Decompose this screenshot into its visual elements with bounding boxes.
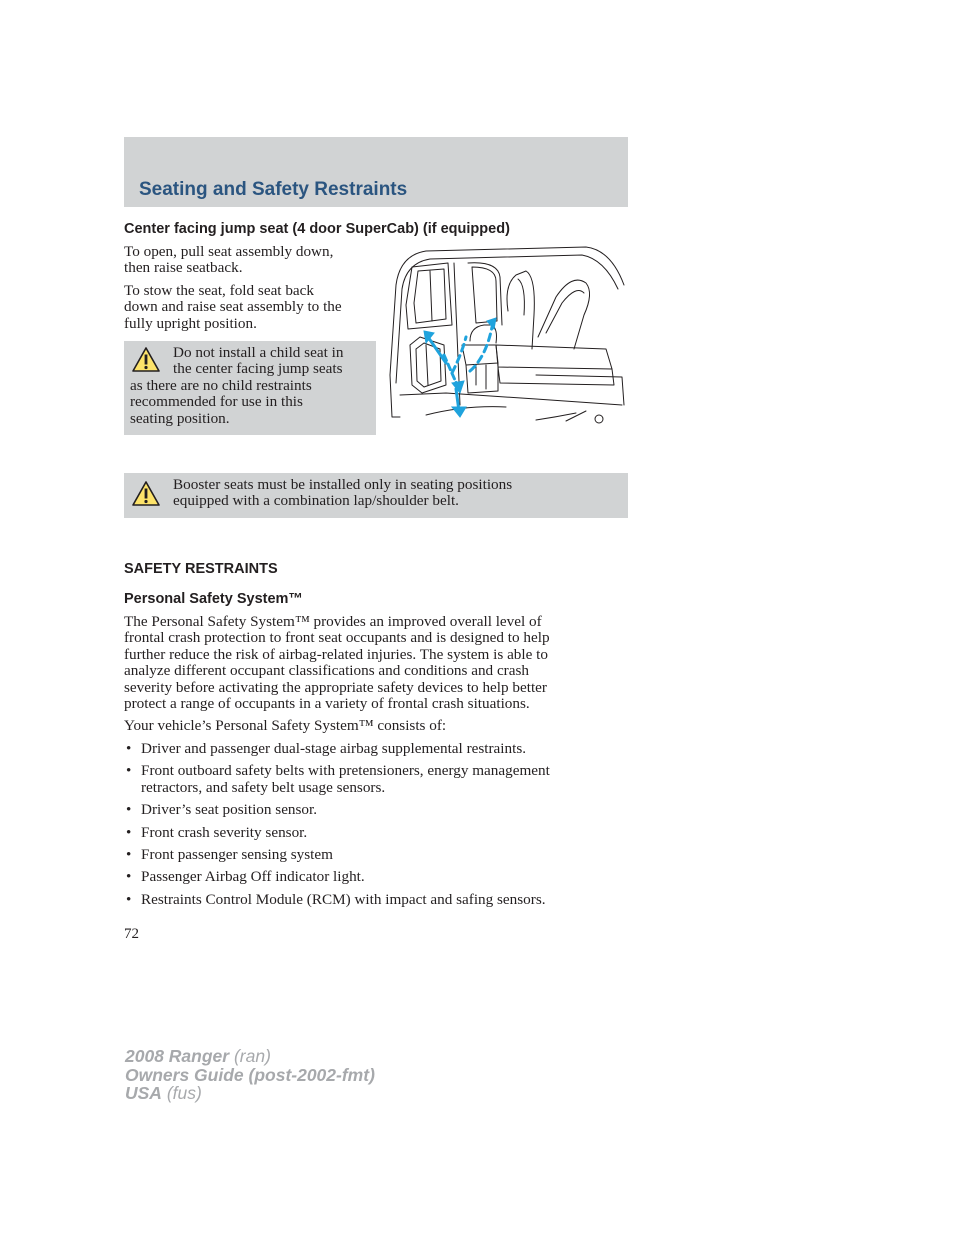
personal-safety-system-heading: Personal Safety System™ [124, 591, 303, 607]
list-item: • Front outboard safety belts with pretensioners, energy management retractors, and safety belt usage sensors. [124, 763, 624, 796]
child-seat-warning: Do not install a child seat in the center facing jump seats as there are no child restraints recommended for use in this seating position. [124, 341, 376, 435]
list-item: • Front crash severity sensor. [124, 825, 624, 841]
warning-icon [131, 480, 161, 507]
jump-seat-illustration [386, 245, 628, 430]
jump-seat-para-stow: To stow the seat, fold seat back down and raise seat assembly to the fully upright position. [124, 282, 342, 332]
page-number: 72 [124, 926, 139, 942]
list-item: • Restraints Control Module (RCM) with impact and safing sensors. [124, 892, 624, 908]
list-item: • Driver’s seat position sensor. [124, 802, 624, 818]
warning-icon [131, 346, 161, 373]
list-item: • Driver and passenger dual-stage airbag supplemental restraints. [124, 741, 624, 757]
booster-seat-warning: Booster seats must be installed only in seating positions equipped with a combination lap/shoulder belt. [124, 473, 628, 518]
list-item: • Passenger Airbag Off indicator light. [124, 869, 624, 885]
safety-restraints-heading: SAFETY RESTRAINTS [124, 561, 278, 577]
jump-seat-para-open: To open, pull seat assembly down, then raise seatback. [124, 243, 334, 277]
page-title: Seating and Safety Restraints [139, 179, 408, 200]
pss-consists-of: Your vehicle’s Personal Safety System™ consists of: [124, 717, 447, 734]
jump-seat-heading: Center facing jump seat (4 door SuperCab) (if equipped) [124, 221, 510, 237]
section-header [124, 137, 628, 207]
document-footer: 2008 Ranger (ran) Owners Guide (post-2002-fmt) USA (fus) [125, 1046, 375, 1103]
list-item: • Front passenger sensing system [124, 847, 624, 863]
pss-description: The Personal Safety System™ provides an improved overall level of frontal crash protection to front seat occupants and is designed to help further reduce the risk of airbag-related injuries. The system is able to analyze different occupant classifications and conditions and crash severity before activating the appropriate safety devices to help better protect a range of occupants in a variety of frontal crash situations. [124, 613, 550, 713]
pss-component-list [124, 741, 624, 914]
